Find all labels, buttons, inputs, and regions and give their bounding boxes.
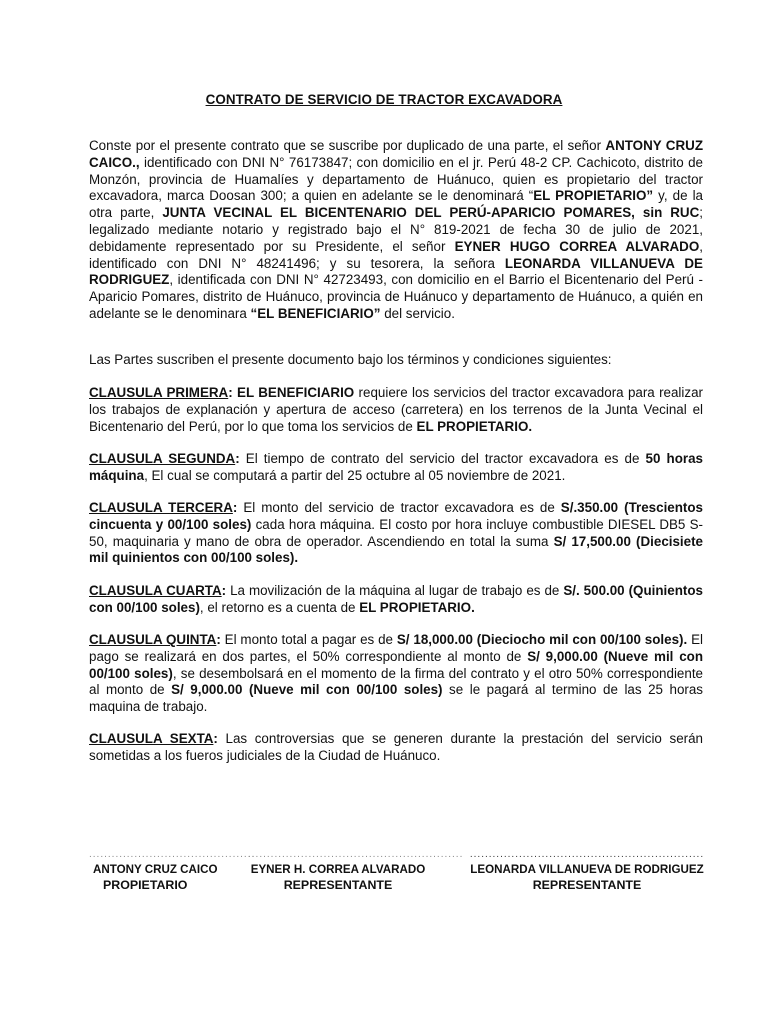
- text-run: se le pagará al termino de las 25 horas maquina de trabajo.: [89, 682, 704, 715]
- clause-primera: [89, 385, 703, 435]
- text-run: requiere los servicios del tractor excavadora para realizar los trabajos de explanación y apertura de acceso (carretera) en los terrenos de la Junta Vecinal el Bicentenario del Perú, por lo que toma los servicios de: [89, 385, 703, 434]
- text-run: , identificado con DNI N° 48241496; y su tesorera, la señora: [89, 238, 704, 271]
- text-run: S/.350.00 (Trescientos cincuenta y 00/100 soles): [89, 500, 704, 532]
- clause-quinta: [89, 632, 703, 716]
- signer-role: REPRESENTANTE: [532, 878, 642, 892]
- text-run: “EL BENEFICIARIO”: [250, 305, 381, 321]
- signer-role: REPRESENTANTE: [283, 878, 393, 892]
- text-run: , identificada con DNI N° 42723493, con domicilio en el Barrio el Bicentenario del Perú - Aparicio Pomares, distrito de Huánuco, provincia de Huánuco y departamento de Huánuco, a quién en adelante se le denominara: [89, 272, 703, 321]
- signature-line: .........................................................: [248, 849, 464, 860]
- text-run: EL PROPIETARIO.: [416, 418, 533, 434]
- text-run: ANTONY CRUZ CAICO.,: [89, 138, 704, 170]
- text-run: CLAUSULA QUINTA: [89, 632, 217, 647]
- signature-block-propietario: [89, 849, 256, 893]
- text-run: identificado con DNI N° 76173847; con domicilio en el jr. Perú 48-2 CP. Cachicoto, distrito de Monzón, provincia de Huamalíes y departamento de Huánuco, quien es propietario del tractor excavadora, marca Doosan 300; a quien en adelante se le denominará “: [89, 154, 703, 204]
- text-run: Conste por el presente contrato que se suscribe por duplicado de una parte, el señor: [89, 138, 606, 153]
- text-run: EL PROPIETARIO”: [533, 188, 654, 204]
- signature-block-presidente: [248, 849, 464, 893]
- text-run: , El cual se computará a partir del 25 octubre al 05 noviembre de 2021.: [144, 467, 566, 483]
- text-run: El monto del servicio de tractor excavadora es de: [237, 500, 561, 515]
- text-run: S/ 9,000.00 (Nueve mil con 00/100 soles): [171, 682, 443, 698]
- clause-segunda: [89, 451, 703, 485]
- text-run: JUNTA VECINAL EL BICENTENARIO DEL PERÚ-APARICIO POMARES, sin RUC: [162, 205, 700, 221]
- text-run: S/ 9,000.00 (Nueve mil con 00/100 soles): [89, 648, 703, 681]
- text-run: del servicio.: [380, 305, 455, 321]
- signature-line: ............................................: [89, 849, 256, 860]
- text-run: CLAUSULA SEGUNDA: [89, 451, 236, 466]
- text-run: :: [213, 731, 218, 746]
- signature-line: ..............................................................: [469, 849, 705, 860]
- signer-name: LEONARDA VILLANUEVA DE RODRIGUEZ: [470, 863, 704, 876]
- text-run: :: [216, 632, 221, 647]
- text-run: LEONARDA VILLANUEVA DE RODRIGUEZ: [89, 255, 703, 288]
- text-run: CLAUSULA TERCERA: [89, 500, 233, 515]
- text-run: ; legalizado mediante notario y registrado bajo el N° 819-2021 de fecha 30 de julio de 2021, debidamente representado por su Presidente, el señor: [89, 205, 703, 254]
- text-run: CLAUSULA SEXTA: [89, 731, 214, 746]
- text-run: Las controversias que se generen durante la prestación del servicio serán sometidas a los fueros judiciales de la Ciudad de Huánuco.: [89, 731, 703, 763]
- terms-intro: Las Partes suscriben el presente documento bajo los términos y condiciones siguientes:: [89, 352, 612, 367]
- clause-sexta: [89, 731, 703, 765]
- text-run: :: [232, 500, 238, 515]
- text-run: El pago se realizará en dos partes, el 50% correspondiente al monto de: [89, 632, 703, 664]
- clause-cuarta: [89, 583, 703, 617]
- text-run: : EL BENEFICIARIO: [228, 385, 355, 400]
- text-run: :: [221, 583, 227, 598]
- text-run: CLAUSULA CUARTA: [89, 583, 222, 598]
- text-run: , el retorno es a cuenta de: [199, 599, 360, 615]
- text-run: , se desembolsará en el momento de la firma del contrato y el otro 50% correspondiente al monto de: [89, 665, 703, 698]
- intro-paragraph: [89, 138, 703, 323]
- text-run: La movilización de la máquina al lugar de trabajo es de: [226, 583, 564, 598]
- text-run: S/ 17,500.00 (Diecisiete mil quinientos con 00/100 soles).: [89, 533, 704, 566]
- document-title: CONTRATO DE SERVICIO DE TRACTOR EXCAVADORA: [205, 92, 563, 107]
- text-run: EL PROPIETARIO.: [359, 599, 475, 615]
- signer-name: EYNER H. CORREA ALVARADO: [250, 863, 426, 876]
- text-run: El monto total a pagar es de: [220, 632, 397, 647]
- text-run: EYNER HUGO CORREA ALVARADO: [454, 238, 700, 254]
- text-run: y, de la otra parte,: [89, 188, 703, 221]
- text-run: El tiempo de contrato del servicio del tractor excavadora es de: [239, 451, 646, 466]
- text-run: CLAUSULA PRIMERA: [89, 385, 229, 400]
- clause-tercera: [89, 500, 703, 567]
- signer-name: ANTONY CRUZ CAICO: [93, 863, 218, 876]
- text-run: 50 horas máquina: [89, 451, 703, 483]
- signature-block-tesorera: [468, 850, 706, 893]
- text-run: cada hora máquina. El costo por hora incluye combustible DIESEL DB5 S-50, maquinaria y mano de obra de operador. Ascendiendo en total la suma: [89, 516, 704, 549]
- signer-role: PROPIETARIO: [103, 878, 188, 892]
- text-run: S/ 18,000.00 (Dieciocho mil con 00/100 soles).: [396, 632, 688, 647]
- text-run: :: [235, 451, 240, 466]
- text-run: S/. 500.00 (Quinientos con 00/100 soles): [89, 583, 703, 615]
